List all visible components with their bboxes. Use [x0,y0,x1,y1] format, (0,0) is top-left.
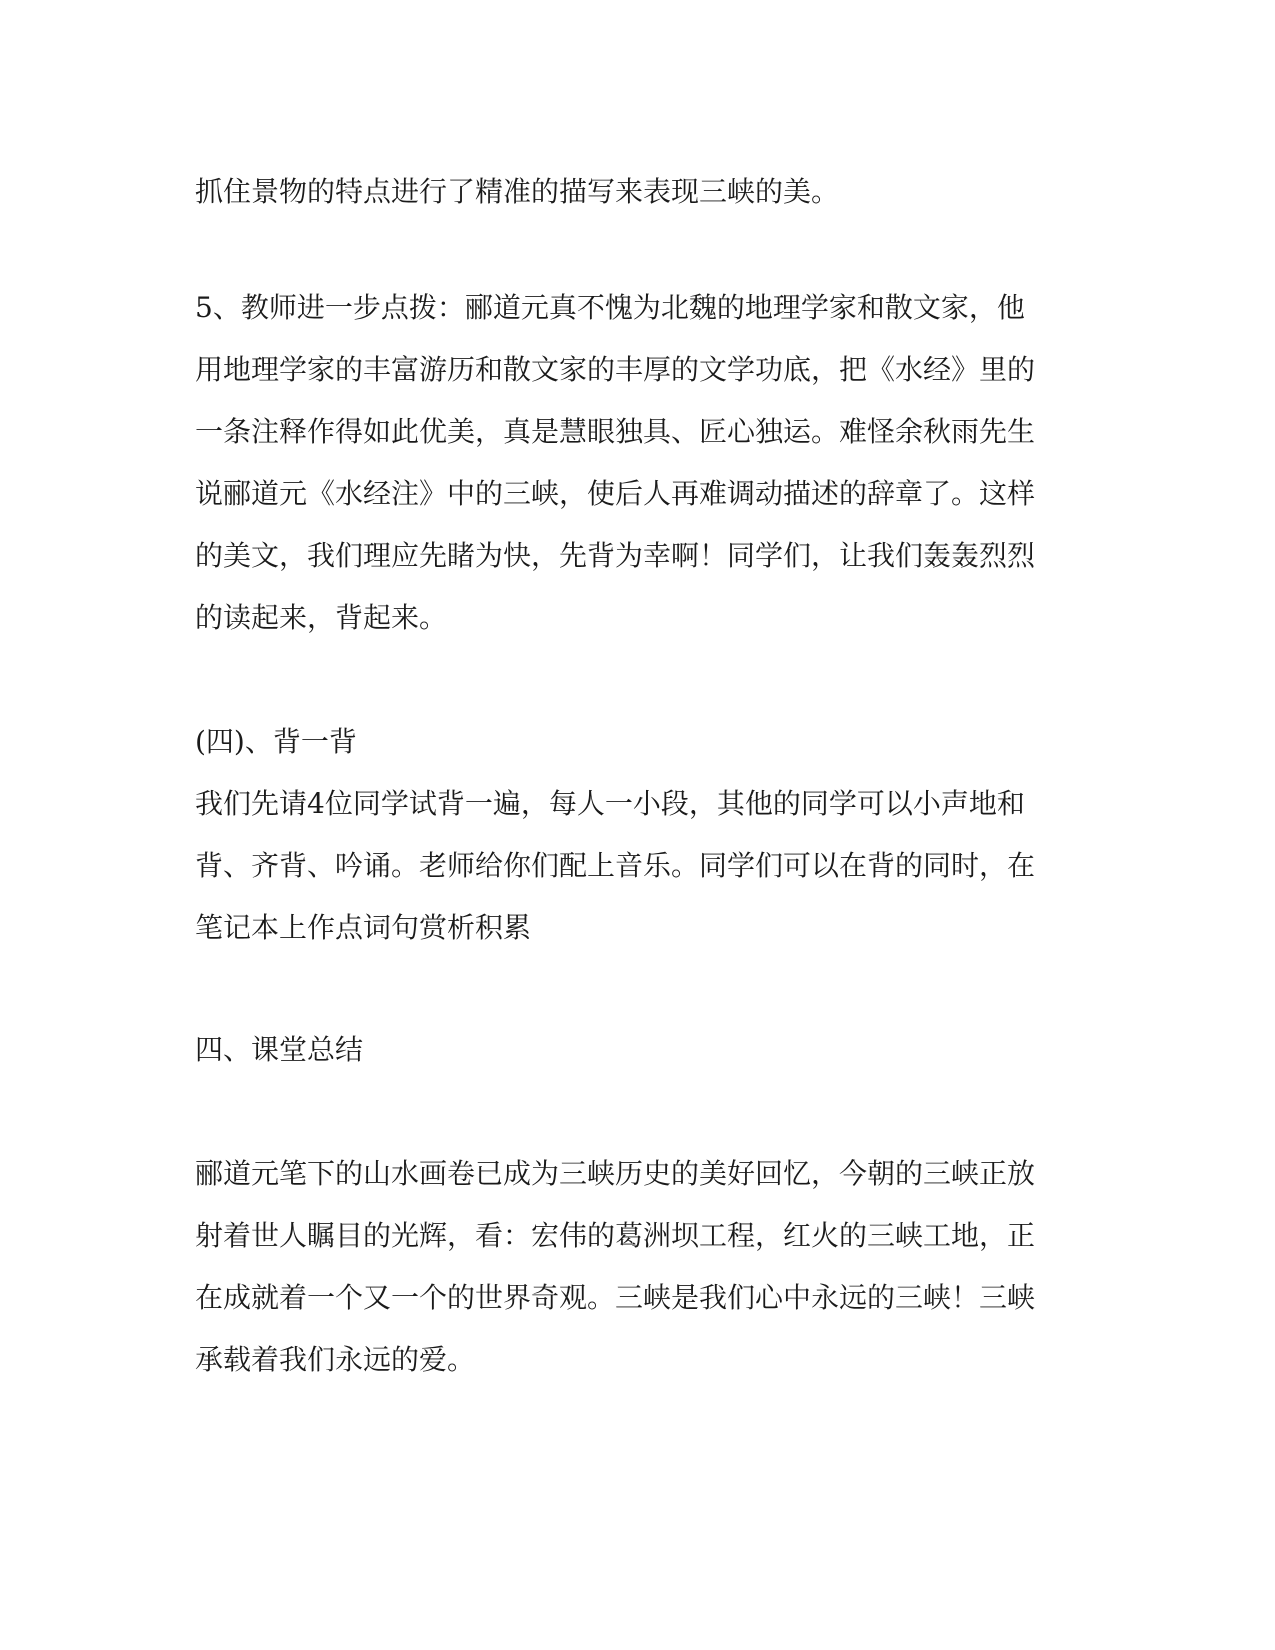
paragraph-line: 我们先请4位同学试背一遍，每人一小段，其他的同学可以小声地和 [195,787,1025,820]
paragraph-line: 抓住景物的特点进行了精准的描写来表现三峡的美。 [195,175,840,208]
section-heading: (四)、背一背 [195,725,357,758]
paragraph-line: 承载着我们永远的爱。 [195,1343,476,1376]
paragraph-line: 在成就着一个又一个的世界奇观。三峡是我们心中永远的三峡！三峡 [195,1281,1036,1314]
paragraph-line: 郦道元笔下的山水画卷已成为三峡历史的美好回忆，今朝的三峡正放 [195,1157,1036,1190]
paragraph-line: 的美文，我们理应先睹为快，先背为幸啊！同学们，让我们轰轰烈烈 [195,539,1036,572]
paragraph-line: 的读起来，背起来。 [195,601,448,634]
section-heading: 四、课堂总结 [195,1033,364,1066]
paragraph-line: 用地理学家的丰富游历和散文家的丰厚的文学功底，把《水经》里的 [195,353,1036,386]
paragraph-line: 笔记本上作点词句赏析积累 [195,911,532,944]
paragraph-line: 射着世人瞩目的光辉，看：宏伟的葛洲坝工程，红火的三峡工地，正 [195,1219,1036,1252]
paragraph-line: 说郦道元《水经注》中的三峡，使后人再难调动描述的辞章了。这样 [195,477,1036,510]
paragraph-line: 一条注释作得如此优美，真是慧眼独具、匠心独运。难怪余秋雨先生 [195,415,1036,448]
paragraph-line: 5、教师进一步点拨：郦道元真不愧为北魏的地理学家和散文家，他 [195,291,1025,324]
paragraph-line: 背、齐背、吟诵。老师给你们配上音乐。同学们可以在背的同时，在 [195,849,1036,882]
